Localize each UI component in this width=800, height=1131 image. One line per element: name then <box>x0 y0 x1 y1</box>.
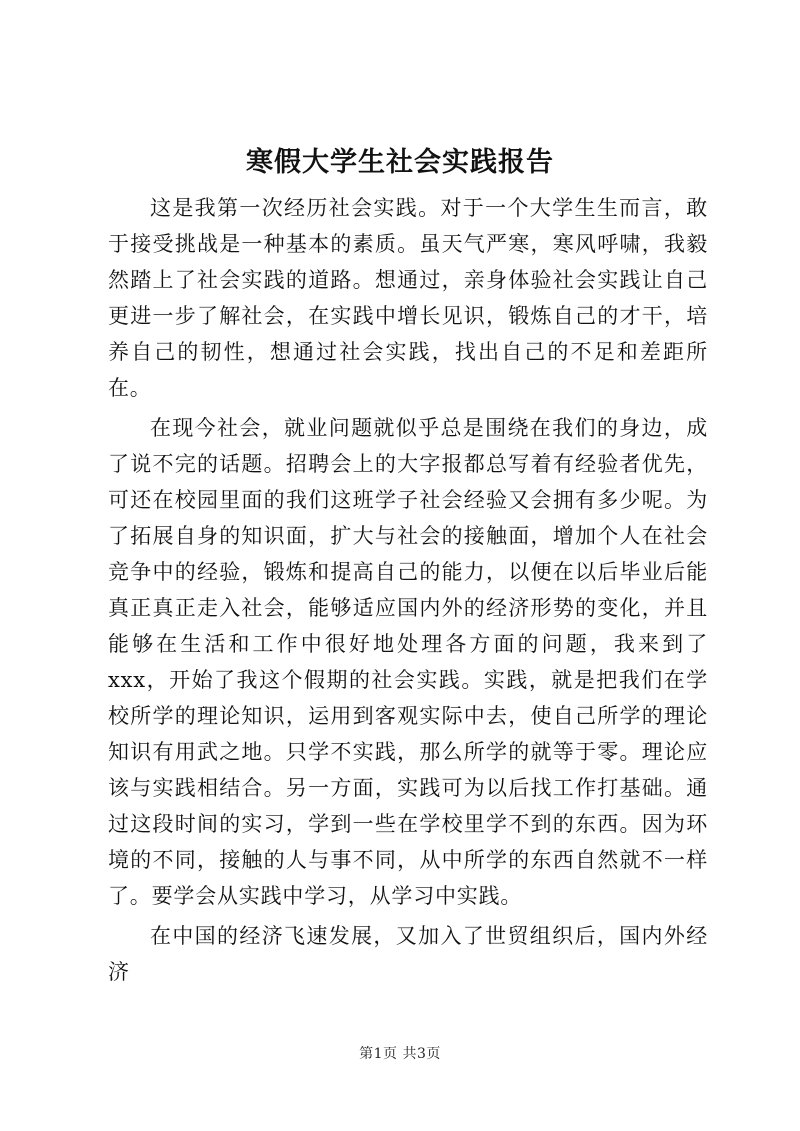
paragraph-3: 在中国的经济飞速发展，又加入了世贸组织后，国内外经济 <box>108 924 708 984</box>
paragraph-2: 在现今社会，就业问题就似乎总是围绕在我们的身边，成了说不完的话题。招聘会上的大字报都总写着有经验者优先，可还在校园里面的我们这班学子社会经验又会拥有多少呢。为了拓展自身的知识面，扩大与社会的接触面，增加个人在社会竞争中的经验，锻炼和提高自己的能力，以便在以后毕业后能真正真正走入社会，能够适应国内外的经济形势的变化，并且能够在生活和工作中很好地处理各方面的问题，我来到了xxx，开始了我这个假期的社会实践。实践，就是把我们在学校所学的理论知识，运用到客观实际中去，使自己所学的理论知识有用武之地。只学不实践，那么所学的就等于零。理论应该与实践相结合。另一方面，实践可为以后找工作打基础。通过这段时间的实习，学到一些在学校里学不到的东西。因为环境的不同，接触的人与事不同，从中所学的东西自然就不一样了。要学会从实践中学习，从学习中实践。 <box>108 416 708 908</box>
page-footer: 第1页 共3页 <box>359 1046 441 1062</box>
paragraph-1: 这是我第一次经历社会实践。对于一个大学生生而言，敢于接受挑战是一种基本的素质。虽天气严寒，寒风呼啸，我毅然踏上了社会实践的道路。想通过，亲身体验社会实践让自己更进一步了解社会，在实践中增长见识，锻炼自己的才干，培养自己的韧性，想通过社会实践，找出自己的不足和差距所在。 <box>108 196 708 400</box>
document-body <box>108 190 708 990</box>
document-title: 寒假大学生社会实践报告 <box>246 147 554 178</box>
